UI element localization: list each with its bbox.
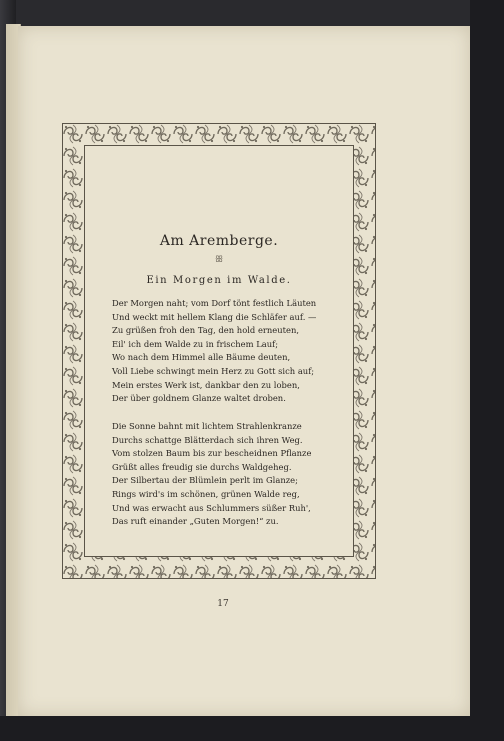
poem-line: Der Morgen naht; vom Dorf tönt festlich Läuten <box>112 298 317 308</box>
poem-line: Wo nach dem Himmel alle Bäume deuten, <box>112 352 291 363</box>
poem-title: Am Aremberge. <box>159 233 279 249</box>
title-ornament-icon: ꕥ <box>214 255 224 265</box>
poem-line: Vom stolzen Baum bis zur bescheidnen Pflanze <box>112 448 312 459</box>
poem-line: Die Sonne bahnt mit lichtem Strahlenkranze <box>112 421 302 431</box>
poem-block <box>86 147 352 555</box>
poem-line: Und weckt mit hellem Klang die Schläfer auf. — <box>112 311 317 322</box>
poem-line: Mein erstes Werk ist, dankbar den zu loben, <box>112 379 300 390</box>
poem-line: Zu grüßen froh den Tag, den hold erneuten, <box>112 325 300 336</box>
page-number: 17 <box>217 599 229 609</box>
poem-line: Durchs schattge Blätterdach sich ihren Weg. <box>112 434 303 445</box>
stanza-1 <box>112 297 352 406</box>
poem-line: Rings wird's im schönen, grünen Walde reg, <box>112 488 300 499</box>
scan-background-right <box>470 0 504 741</box>
poem-line: Voll Liebe schwingt mein Herz zu Gott sich auf; <box>112 365 315 376</box>
poem-line: Der Silbertau der Blümlein perlt im Glanze; <box>112 475 298 486</box>
poem-line: Das ruft einander „Guten Morgen!“ zu. <box>112 516 279 527</box>
stanza-2 <box>112 420 352 529</box>
poem-subtitle: Ein Morgen im Walde. <box>146 275 292 286</box>
poem-line: Und was erwacht aus Schlummers süßer Ruh', <box>112 502 311 513</box>
scan-background-bottom <box>0 716 504 741</box>
poem-line: Grüßt alles freudig sie durchs Waldgeheg. <box>112 461 292 472</box>
poem-line: Eil' ich dem Walde zu in frischem Lauf; <box>112 338 279 349</box>
poem-line: Der über goldnem Glanze waltet droben. <box>112 393 286 404</box>
